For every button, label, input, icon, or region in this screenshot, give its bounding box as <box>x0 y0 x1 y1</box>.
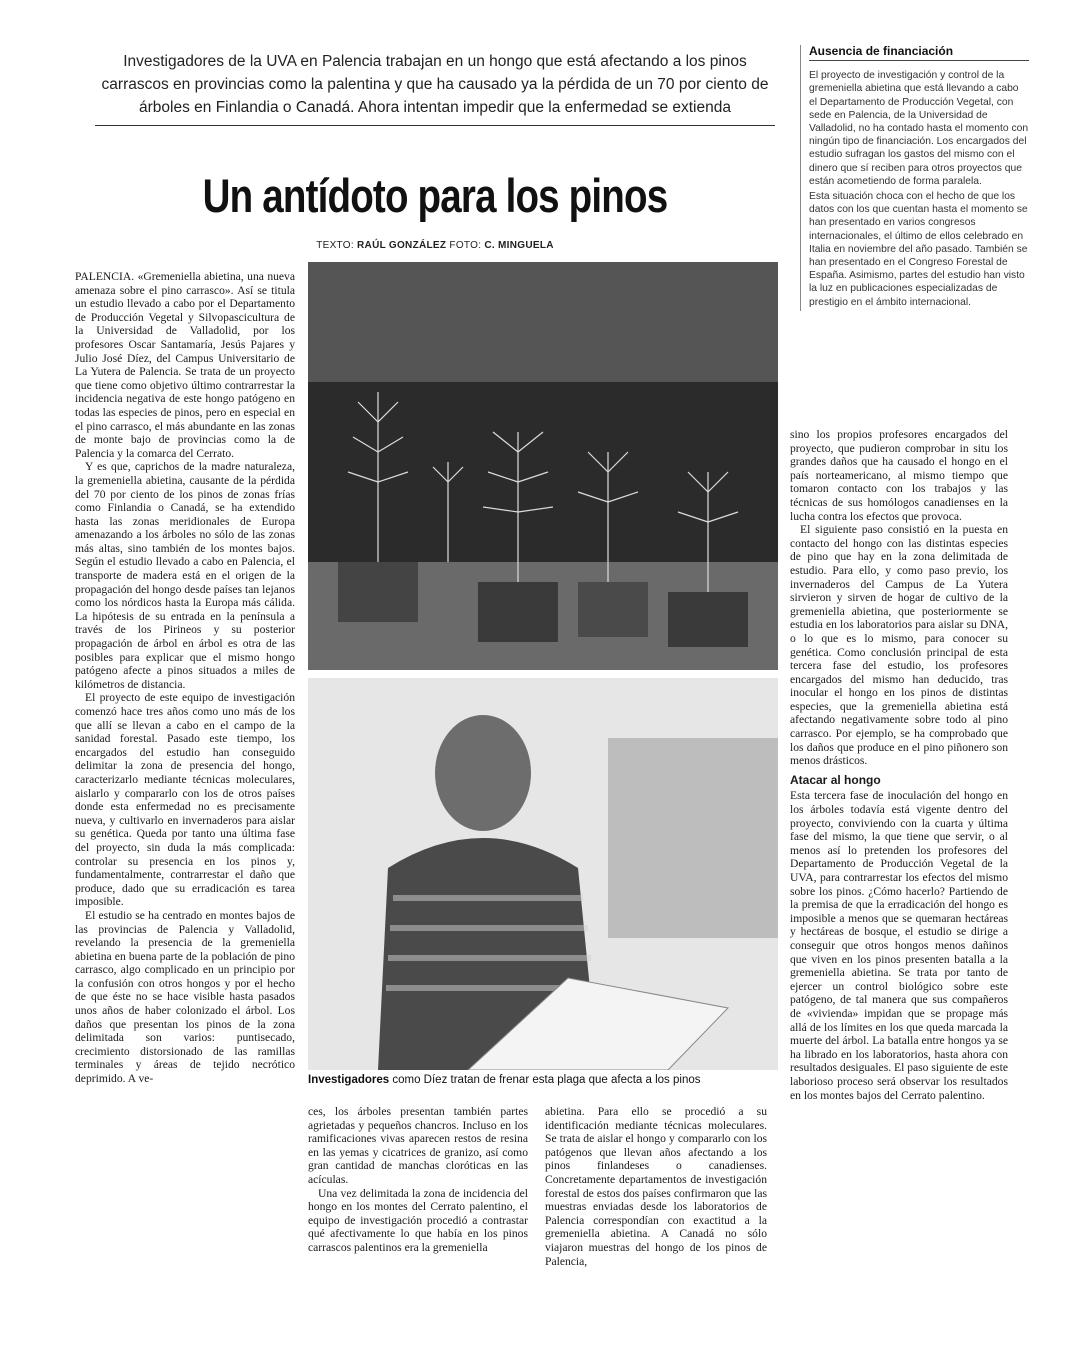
paragraph: El siguiente paso consistió en la puesta en contacto del hongo con las distintas especies de pino que hay en la zona delimitada de estudio. Para ello, y como paso previo, los invernaderos del Campus de La Yutera sirvieron y sirven de hogar de cultivo de la gremeniella abietina, que posteriormente se estudia en los laboratorios para aislar su DNA, o lo que es lo mismo, para conocer su genética. Como conclusión principal de esta tercera fase del estudio, los profesores encargados del mismo han deducido, tras inocular el hongo en los pinos de distintas especies, que la gremeniella abietina está afectando negativamente sobre todo al pino carrasco. Por ejemplo, se ha comprobado que los daños que produce en el pino piñonero son menos drásticos. <box>790 523 1008 768</box>
paragraph: PALENCIA. «Gremeniella abietina, una nueva amenaza sobre el pino carrasco». Así se titula un estudio llevado a cabo por el Departamento de Producción Vegetal y Silvopascicultura de la Universidad de Valladolid, por los profesores Oscar Santamaría, Jesús Pajares y Julio José Díez, del Campus Universitario de La Yutera de Palencia. Se trata de un proyecto que tiene como objetivo último contrarrestar la incidencia negativa de este hongo patógeno en todas las especies de pinos, pero en especial en el pino carrasco, el más abundante en las zonas de monte bajo de provincias como la de Palencia y la comarca del Cerrato. <box>75 270 295 460</box>
paragraph: Y es que, caprichos de la madre naturaleza, la gremeniella abietina, causante de la pérdida del 70 por ciento de los pinos de zonas frías como Finlandia o Canadá, se ha extendido hasta las zonas meridionales de Europa amenazando a los árboles no sólo de las zonas más altas, sino también de los montes bajos. Según el estudio llevado a cabo en Palencia, el transporte de madera está en el origen de la propagación del hongo desde países tan lejanos como los nórdicos hasta la Europa más cálida. La hipótesis de su entrada en la península a través de los Pirineos y su posterior propagación de árbol en árbol es otra de las posibles para explicar que el mismo hongo patógeno afecte a pinos situados a miles de kilómetros de distancia. <box>75 460 295 691</box>
dek-rule <box>95 125 775 126</box>
pine-seedlings-image <box>308 262 778 670</box>
byline-author: RAÚL GONZÁLEZ <box>357 240 447 251</box>
paragraph: Una vez delimitada la zona de incidencia del hongo en los montes del Cerrato palentino, el equipo de investigación procedió a contrastar qué afectivamente lo que había en los pinos carrascos palentinos era la gremeniella <box>308 1186 528 1254</box>
sidebar-box <box>800 45 1029 311</box>
column-1 <box>75 270 295 1086</box>
caption-bold: Investigadores <box>308 1074 390 1086</box>
sidebar-paragraph: El proyecto de investigación y control de la gremeniella abietina que está llevando a cabo el Departamento de Producción Vegetal, con sede en Palencia, de la Universidad de Valladolid, no ha contado hasta el momento con ningún tipo de financiación. Los encargados del estudio sufragan los gastos del mismo con el dinero que sí reciben para otros proyectos que están acometiendo de forma paralela. <box>809 70 1029 187</box>
paragraph: El estudio se ha centrado en montes bajos de las provincias de Palencia y Valladolid, revelando la presencia de la gremeniella abietina en buena parte de la población de pino carrasco, algo complicado en un principio por la confusión con otros hongos y por el hecho de que éste no se hace visible hasta pasados unos años de haber colonizado el árbol. Los daños que presentan los pinos de la zona delimitada son varios: puntisecado, crecimiento distorsionado de las ramillas terminales y áreas de tejido necrótico deprimido. A ve- <box>75 908 295 1086</box>
paragraph: ces, los árboles presentan también partes agrietadas y pequeños chancros. Incluso en los ramificaciones vivas aparecen restos de resina en las yemas y cicatrices de granizo, así como gran cantidad de manchas cloróticas en las acículas. <box>308 1105 528 1186</box>
paragraph: sino los propios profesores encargados del proyecto, que pudieron comprobar in situ los grandes daños que ha causado el hongo en el país norteamericano, al mismo tiempo que tomaron contacto con los trabajos y las técnicas de sus homólogos canadienses en la lucha contra los efectos que provoca. <box>790 428 1008 523</box>
headline: Un antídoto para los pinos <box>202 169 668 222</box>
researcher-reading-photo <box>308 678 778 1070</box>
article-dek: Investigadores de la UVA en Palencia trabajan en un hongo que está afectando a los pinos carrascos en provincias como la palentina y que ha causado ya la pérdida de un 70 por ciento de árboles en Finlandia o Canadá. Ahora intentan impedir que la enfermedad se extienda <box>101 53 769 116</box>
column-4 <box>790 428 1008 1102</box>
caption-text: como Díez tratan de frenar esta plaga que afecta a los pinos <box>389 1074 701 1086</box>
researcher-image <box>308 678 778 1070</box>
byline-text-label: TEXTO: <box>316 240 354 251</box>
paragraph: Esta tercera fase de inoculación del hongo en los árboles todavía está vigente dentro del proyecto, conviviendo con la cuarta y última fase del mismo, la que tiene que servir, o al menos así lo pretenden los profesores del Departamento de Producción Vegetal de la UVA, para contrarrestar los efectos del mismo sobre los pinos. ¿Cómo hacerlo? Partiendo de la premisa de que la erradicación del hongo es imposible a menos que se quemaran hectáreas y hectáreas de bosque, el estudio se dirige a conseguir que otros hongos menos dañinos que viven en los pinos presenten batalla a la gremeniella abietina. Se trata por tanto de ejercer un control biológico sobre este patógeno, de tal manera que sus compañeros de «vivienda» impidan que se propage más allá de los límites en los que queda marcada la muerte del árbol. La batalla entre hongos ya se ha librado en los laboratorios, hasta ahora con resultados desiguales. El paso siguiente de este laborioso proceso será observar los resultados en los montes bajos del Cerrato palentino. <box>790 789 1008 1102</box>
section-heading: Atacar al hongo <box>790 772 881 787</box>
sidebar-paragraph: Esta situación choca con el hecho de que los datos con los que cuentan hasta el momento se han presentado en varios congresos internacionales, el último de ellos celebrado en Italia en noviembre del año pasado. También se han presentado en el Congreso Forestal de España. Asimismo, partes del estudio han visto la luz en publicaciones especializadas de prestigio en el ámbito internacional. <box>809 191 1028 308</box>
byline-photographer: C. MINGUELA <box>484 240 554 251</box>
paragraph: El proyecto de este equipo de investigación comenzó hace tres años como uno más de los que allí se llevan a cabo en el campo de la sanidad forestal. Pasado este tiempo, los encargados del estudio han conseguido delimitar la zona de presencia del hongo, caracterizarlo mediante técnicas moleculares, aislarlo y compararlo con los de otros países donde esta enfermedad no es precisamente nueva, y cultivarlo en invernaderos para aislar su genética. Queda por tanto una última fase del proyecto, sin duda la más complicada: controlar su presencia en los pinos y, fundamentalmente, contrarrestar el daño que produce, dado que su erradicación es tarea imposible. <box>75 691 295 909</box>
sidebar-heading: Ausencia de financiación <box>809 45 1029 61</box>
column-3 <box>545 1105 767 1268</box>
byline-photo-label: FOTO: <box>449 240 482 251</box>
column-2 <box>308 1105 528 1255</box>
paragraph: abietina. Para ello se procedió a su identificación mediante técnicas moleculares. Se trata de aislar el hongo y compararlo con los patógenos que llevan años afectando a los pinos finlandeses o canadienses. Concretamente departamentos de investigación forestal de estos dos países confirmaron que las muestras enviadas desde los laboratorios de Palencia correspondían con exactitud a la gremeniella abietina. A Canadá no sólo viajaron muestras del hongo de los pinos de Palencia, <box>545 1105 767 1268</box>
byline <box>95 240 775 251</box>
photo-caption <box>308 1074 778 1086</box>
pine-seedlings-photo <box>308 262 778 670</box>
